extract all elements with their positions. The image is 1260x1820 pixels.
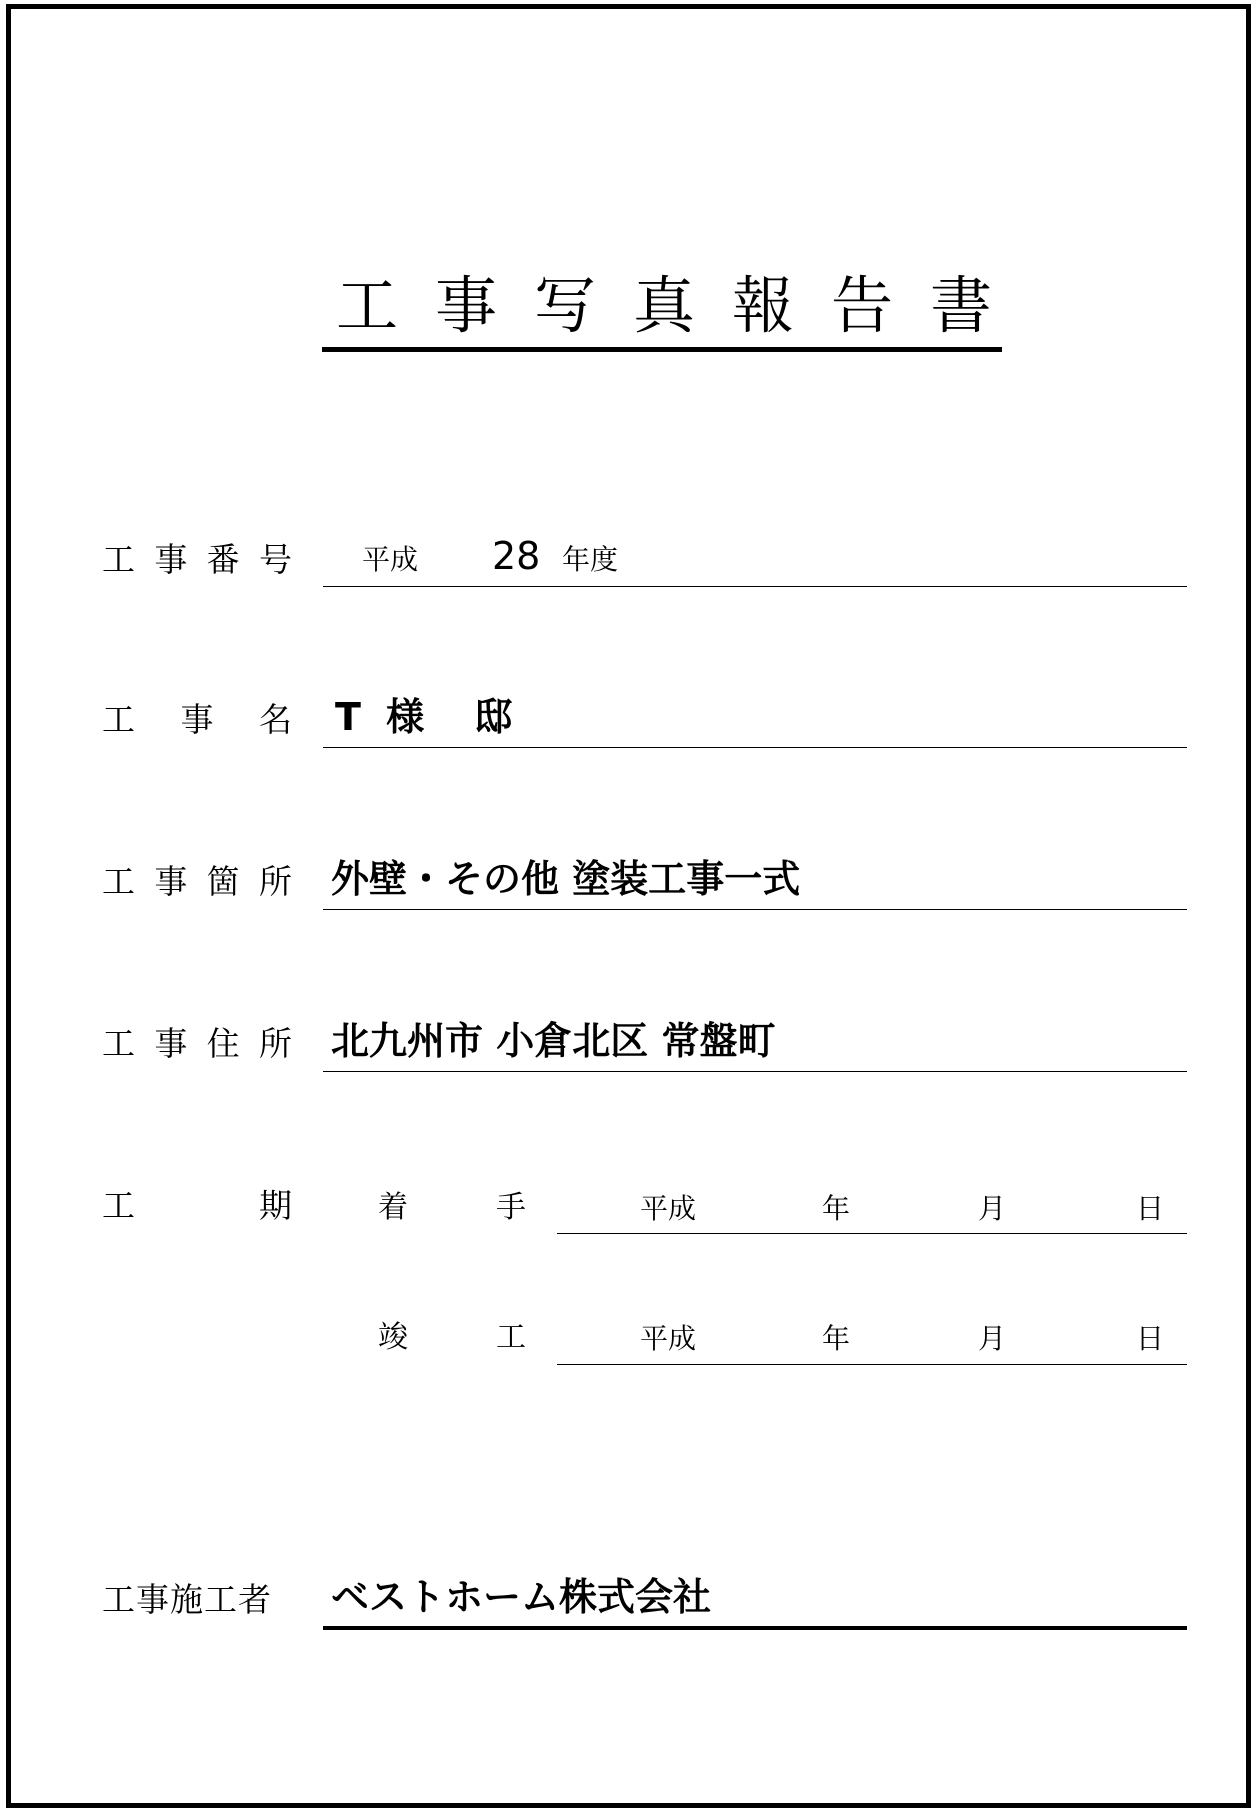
document-title: 工事写真報告書 [336,269,1030,342]
construction-number-year: 28 [492,534,541,578]
contractor-line [323,1626,1187,1630]
construction-period-label: 工 期 [102,1186,292,1225]
period-end-label-2: 工 [496,1320,526,1355]
construction-number-era: 平成 [362,543,419,576]
period-start-label-1: 着 [378,1190,408,1225]
construction-part-label: 工 事 箇 所 [102,862,292,901]
period-end-year-unit: 年 [822,1322,851,1355]
construction-address-label: 工 事 住 所 [102,1024,292,1063]
contractor-label: 工事施工者 [102,1580,272,1619]
period-start-label-2: 手 [496,1190,526,1225]
period-end-day-unit: 日 [1136,1322,1165,1355]
construction-part-line [323,909,1187,910]
period-start-day-unit: 日 [1136,1192,1165,1225]
construction-name-value: T 様 邸 [335,695,519,739]
construction-name-line [323,747,1187,748]
construction-address-line [323,1071,1187,1072]
period-start-year-unit: 年 [822,1192,851,1225]
period-start-line [557,1233,1187,1234]
construction-number-suffix: 年度 [562,543,619,576]
period-end-label-1: 竣 [378,1320,408,1355]
period-end-era: 平成 [640,1322,697,1355]
construction-number-line [323,586,1187,587]
period-start-month-unit: 月 [978,1192,1007,1225]
construction-address-value: 北九州市 小倉北区 常盤町 [331,1019,776,1063]
construction-part-value: 外壁・その他 塗装工事一式 [331,857,801,901]
construction-number-label: 工 事 番 号 [102,540,292,579]
period-end-line [557,1364,1187,1365]
contractor-value: ベストホーム株式会社 [331,1575,712,1619]
period-end-month-unit: 月 [978,1322,1007,1355]
period-start-era: 平成 [640,1192,697,1225]
construction-name-label: 工 事 名 [102,700,292,739]
title-underline [322,269,1030,352]
